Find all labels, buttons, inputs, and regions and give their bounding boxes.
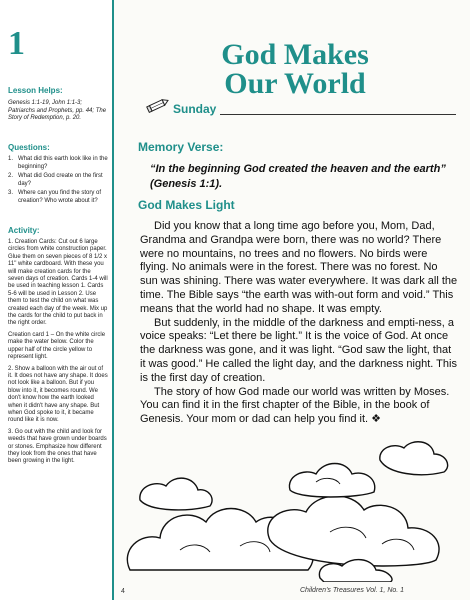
question-item: 2. What did God create on the first day? bbox=[8, 173, 103, 187]
pencil-icon bbox=[146, 96, 170, 119]
activity-list bbox=[8, 239, 108, 470]
memory-verse-heading: Memory Verse: bbox=[138, 140, 224, 154]
lesson-number: 1 bbox=[8, 25, 25, 62]
day-label: Sunday bbox=[173, 102, 217, 116]
activity-item: 3. Go out with the child and look for weeds that have grown under boards or stones. Emphasize how different they look from the ones that have been growing in the light. bbox=[8, 428, 107, 465]
lesson-helps-heading: Lesson Helps: bbox=[8, 86, 63, 95]
lesson-helps-text: Genesis 1:1-19, John 1:1-3; Patriarchs and Prophets, pp. 44; The Story of Redemption, p. 20. bbox=[8, 100, 107, 121]
story-paragraph: Did you know that a long time ago before you, Mom, Dad, Grandma and Grandpa were born, there was no world? There were no mountains, no trees and no flowers. No birds were flying. No animals were in the forest. There was no forest. No sun was shining. There was water everywhere. It was dark all the time. The Bible says “the earth was with-out form and void.” This means that the world had no shape. It was empty. bbox=[140, 220, 458, 315]
story-paragraph: The story of how God made our world was written by Moses. You can find it in the first chapter of the Bible, in the book of Genesis. Your mom or dad can help you find it. ❖ bbox=[140, 385, 450, 426]
memory-verse: “In the beginning God created the heaven and the earth” (Genesis 1:1). bbox=[150, 163, 446, 190]
publication-footer: Children's Treasures Vol. 1, No. 1 bbox=[300, 587, 405, 594]
question-item: 3. Where can you find the story of creation? Who wrote about it? bbox=[8, 190, 102, 204]
activity-item: Creation card 1 – On the white circle make the water below. Color the upper half of the circle yellow to represent light. bbox=[8, 331, 106, 361]
page-title: God Makes Our World bbox=[221, 38, 369, 100]
questions-list bbox=[8, 156, 108, 207]
day-rule bbox=[220, 114, 456, 115]
activity-item: 2. Show a balloon with the air out of it. It does not have any shape. It does not look like a balloon. But if you blow into it, it becomes round. We don't know how the earth looked when it didn't have any shape. But when God spoke to it, it became round like it is now. bbox=[8, 365, 108, 424]
story-paragraph: But suddenly, in the middle of the darkness and empti-ness, a voice speaks: “Let there be light.” It is the voice of God. At once the darkness was gone, and it was light. “God saw the light, that it was good.” He called the light day, and the darkness night. This is the first day of creation. bbox=[140, 316, 457, 384]
page-number: 4 bbox=[121, 588, 125, 595]
story-body bbox=[140, 220, 458, 427]
questions-heading: Questions: bbox=[8, 143, 50, 152]
sidebar-divider bbox=[112, 0, 114, 600]
activity-heading: Activity: bbox=[8, 226, 40, 235]
sidebar bbox=[0, 0, 112, 600]
question-item: 1. What did this earth look like in the beginning? bbox=[8, 156, 108, 170]
clouds-illustration bbox=[120, 420, 465, 582]
activity-item: 1. Creation Cards: Cut out 6 large circles from white construction paper. Glue them on seven pieces of 8 1/2 x 11" white cardboard. With these you will make creation cards for the seven days of creation. Cards 1-4 will be used in teaching lesson 1. Cards 5-6 will be used in Lesson 2. Use them to test the child on what was created each day of the week. Mix up the cards for the child to put back in the right order. bbox=[8, 239, 108, 327]
story-heading: God Makes Light bbox=[138, 198, 235, 212]
